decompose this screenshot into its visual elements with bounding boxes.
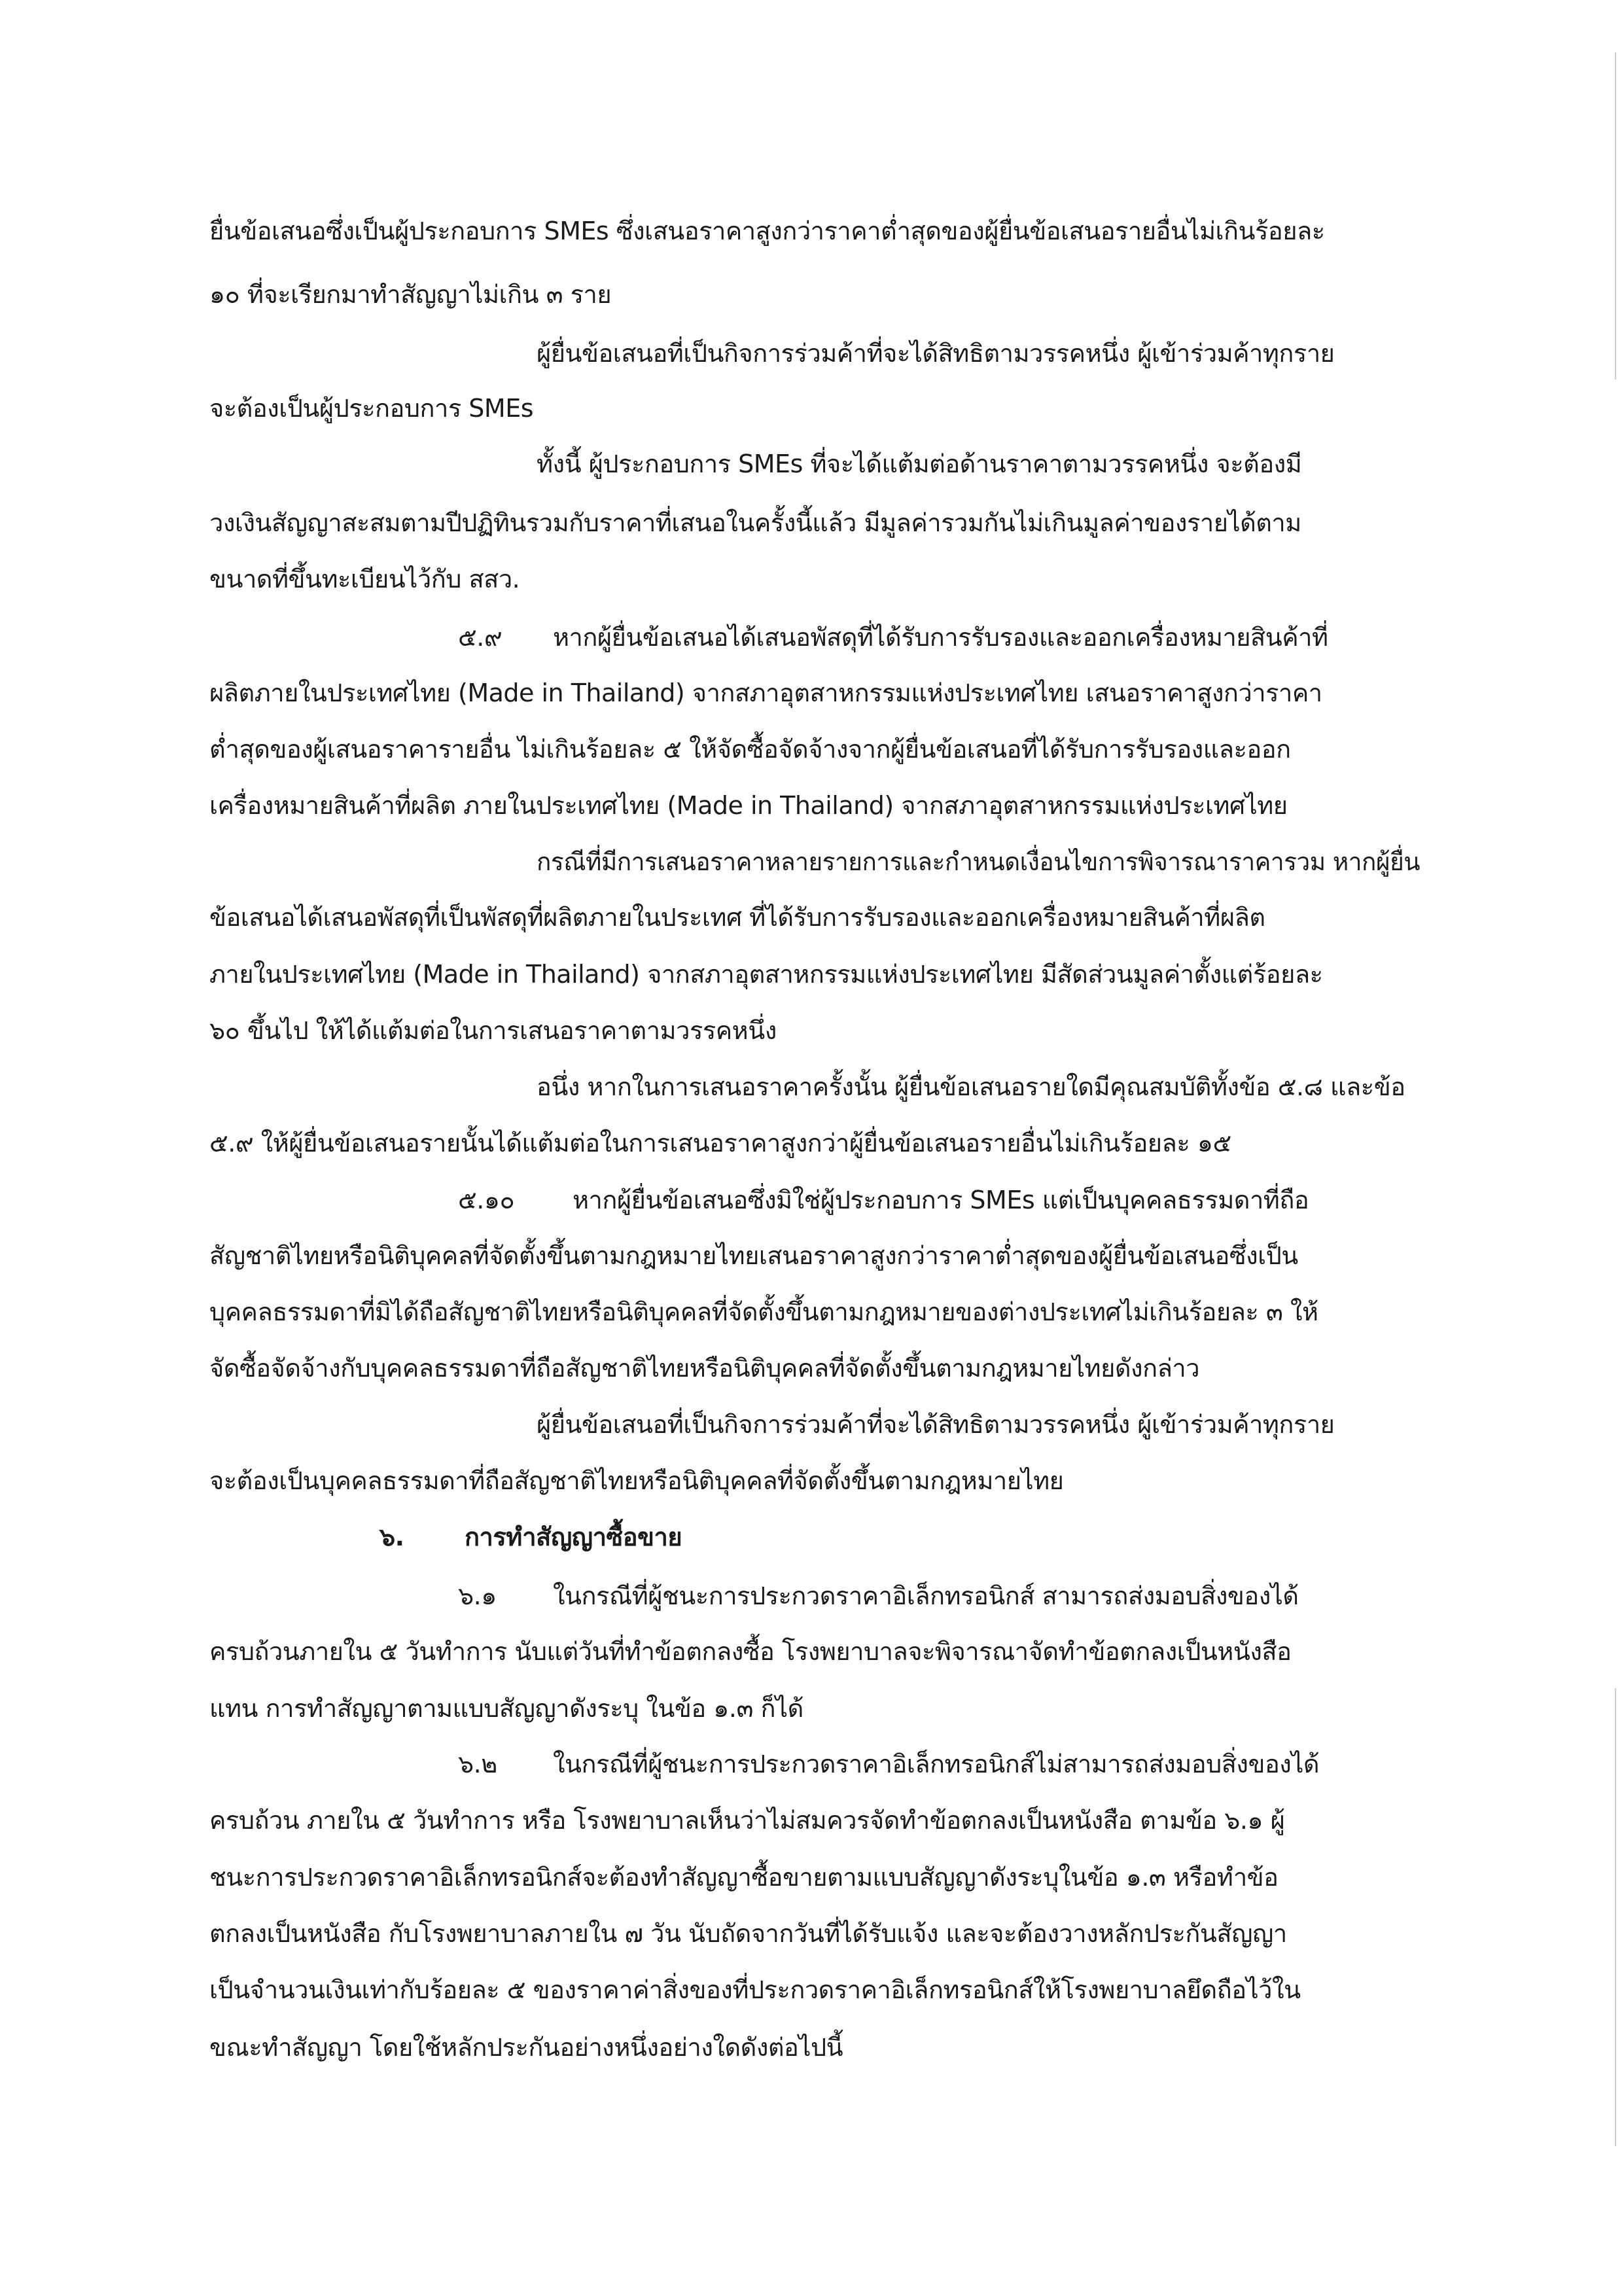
text-line: ขนาดที่ขึ้นทะเบียนไว้กับ สสว. — [209, 565, 520, 593]
text-line: ในกรณีที่ผู้ชนะการประกวดราคาอิเล็กทรอนิกส์ สามารถส่งมอบสิ่งของได้ — [553, 1581, 1299, 1610]
section-number: ๖. — [380, 1523, 404, 1551]
text-line: ๑๐ ที่จะเรียกมาทำสัญญาไม่เกิน ๓ ราย — [209, 280, 612, 309]
clause-6-2 — [458, 1752, 1319, 1776]
text-line: ผลิตภายในประเทศไทย (Made in Thailand) จากสภาอุตสาหกรรมแห่งประเทศไทย เสนอราคาสูงกว่าราคา — [209, 679, 1322, 707]
clause-6-1 — [458, 1583, 1299, 1608]
text-line: ในกรณีที่ผู้ชนะการประกวดราคาอิเล็กทรอนิกส์ไม่สามารถส่งมอบสิ่งของได้ — [553, 1750, 1320, 1778]
text-line: หากผู้ยื่นข้อเสนอได้เสนอพัสดุที่ได้รับการรับรองและออกเครื่องหมายสินค้าที่ — [553, 623, 1328, 652]
scan-edge-mark — [1615, 52, 1616, 380]
text-line: ๖๐ ขึ้นไป ให้ได้แต้มต่อในการเสนอราคาตามวรรคหนึ่ง — [209, 1016, 777, 1045]
text-line: จะต้องเป็นบุคคลธรรมดาที่ถือสัญชาติไทยหรือนิติบุคคลที่จัดตั้งขึ้นตามกฎหมายไทย — [209, 1466, 1064, 1495]
text-line: สัญชาติไทยหรือนิติบุคคลที่จัดตั้งขึ้นตามกฎหมายไทยเสนอราคาสูงกว่าราคาต่ำสุดของผู้ยื่นข้อเสนอซึ่งเป็น — [209, 1241, 1298, 1270]
clause-number: ๖.๑ — [458, 1581, 497, 1610]
section-title: การทำสัญญาซื้อขาย — [465, 1523, 682, 1551]
text-line: ภายในประเทศไทย (Made in Thailand) จากสภาอุตสาหกรรมแห่งประเทศไทย มีสัดส่วนมูลค่าตั้งแต่ร้อยละ — [209, 960, 1323, 989]
text-line: เป็นจำนวนเงินเท่ากับร้อยละ ๕ ของราคาค่าสิ่งของที่ประกวดราคาอิเล็กทรอนิกส์ให้โรงพยาบาลยึดถือไว้ใน — [209, 1975, 1301, 2004]
text-line: บุคคลธรรมดาที่มิได้ถือสัญชาติไทยหรือนิติบุคคลที่จัดตั้งขึ้นตามกฎหมายของต่างประเทศไม่เกินร้อยละ ๓ ให้ — [209, 1298, 1318, 1326]
text-line: ข้อเสนอได้เสนอพัสดุที่เป็นพัสดุที่ผลิตภายในประเทศ ที่ได้รับการรับรองและออกเครื่องหมายสินค้าที่ผลิต — [209, 903, 1265, 932]
text-line: หากผู้ยื่นข้อเสนอซึ่งมิใช่ผู้ประกอบการ SMEs แต่เป็นบุคคลธรรมดาที่ถือ — [573, 1186, 1309, 1214]
text-line: แทน การทำสัญญาตามแบบสัญญาดังระบุ ในข้อ ๑.๓ ก็ได้ — [209, 1694, 803, 1723]
clause-5-10 — [458, 1188, 1309, 1212]
text-line: ตกลงเป็นหนังสือ กับโรงพยาบาลภายใน ๗ วัน นับถัดจากวันที่ได้รับแจ้ง และจะต้องวางหลักประกันสัญญา — [209, 1919, 1287, 1948]
text-line: ทั้งนี้ ผู้ประกอบการ SMEs ที่จะได้แต้มต่อด้านราคาตามวรรคหนึ่ง จะต้องมี — [537, 450, 1302, 478]
text-line: ครบถ้วน ภายใน ๕ วันทำการ หรือ โรงพยาบาลเห็นว่าไม่สมควรจัดทำข้อตกลงเป็นหนังสือ ตามข้อ ๖.๑ ผู้ — [209, 1806, 1285, 1835]
clause-number: ๕.๙ — [458, 623, 503, 652]
text-line: วงเงินสัญญาสะสมตามปีปฏิทินรวมกับราคาที่เสนอในครั้งนี้แล้ว มีมูลค่ารวมกันไม่เกินมูลค่าของรายได้ตาม — [209, 508, 1301, 537]
scan-edge-mark — [1615, 1688, 1616, 2146]
clause-number: ๕.๑๐ — [458, 1186, 515, 1214]
text-line: จัดซื้อจัดจ้างกับบุคคลธรรมดาที่ถือสัญชาติไทยหรือนิติบุคคลที่จัดตั้งขึ้นตามกฎหมายไทยดังกล่าว — [209, 1354, 1200, 1383]
text-line: ๕.๙ ให้ผู้ยื่นข้อเสนอรายนั้นได้แต้มต่อในการเสนอราคาสูงกว่าผู้ยื่นข้อเสนอรายอื่นไม่เกินร้อยละ ๑๕ — [209, 1129, 1231, 1157]
clause-5-9 — [458, 625, 1328, 650]
text-line: ยื่นข้อเสนอซึ่งเป็นผู้ประกอบการ SMEs ซึ่งเสนอราคาสูงกว่าราคาต่ำสุดของผู้ยื่นข้อเสนอรายอื่นไม่เกินร้อยละ — [209, 217, 1325, 245]
text-line: อนึ่ง หากในการเสนอราคาครั้งนั้น ผู้ยื่นข้อเสนอรายใดมีคุณสมบัติทั้งข้อ ๕.๘ และข้อ — [537, 1072, 1405, 1101]
text-line: ผู้ยื่นข้อเสนอที่เป็นกิจการร่วมค้าที่จะได้สิทธิตามวรรคหนึ่ง ผู้เข้าร่วมค้าทุกราย — [537, 1410, 1335, 1439]
text-line: ขณะทำสัญญา โดยใช้หลักประกันอย่างหนึ่งอย่างใดดังต่อไปนี้ — [209, 2033, 843, 2062]
section-6-heading — [380, 1525, 682, 1549]
text-line: ต่ำสุดของผู้เสนอราคารายอื่น ไม่เกินร้อยละ ๕ ให้จัดซื้อจัดจ้างจากผู้ยื่นข้อเสนอที่ได้รับการรับรองและออก — [209, 735, 1291, 764]
text-line: ผู้ยื่นข้อเสนอที่เป็นกิจการร่วมค้าที่จะได้สิทธิตามวรรคหนึ่ง ผู้เข้าร่วมค้าทุกราย — [537, 339, 1335, 368]
text-line: ครบถ้วนภายใน ๕ วันทำการ นับแต่วันที่ทำข้อตกลงซื้อ โรงพยาบาลจะพิจารณาจัดทำข้อตกลงเป็นหนังสือ — [209, 1637, 1292, 1666]
text-line: ชนะการประกวดราคาอิเล็กทรอนิกส์จะต้องทำสัญญาซื้อขายตามแบบสัญญาดังระบุในข้อ ๑.๓ หรือทำข้อ — [209, 1863, 1279, 1892]
text-line: เครื่องหมายสินค้าที่ผลิต ภายในประเทศไทย (Made in Thailand) จากสภาอุตสาหกรรมแห่งประเทศไทย — [209, 791, 1288, 820]
text-line: กรณีที่มีการเสนอราคาหลายรายการและกำหนดเงื่อนไขการพิจารณาราคารวม หากผู้ยื่น — [537, 847, 1421, 876]
clause-number: ๖.๒ — [458, 1750, 497, 1778]
text-line: จะต้องเป็นผู้ประกอบการ SMEs — [209, 394, 534, 423]
